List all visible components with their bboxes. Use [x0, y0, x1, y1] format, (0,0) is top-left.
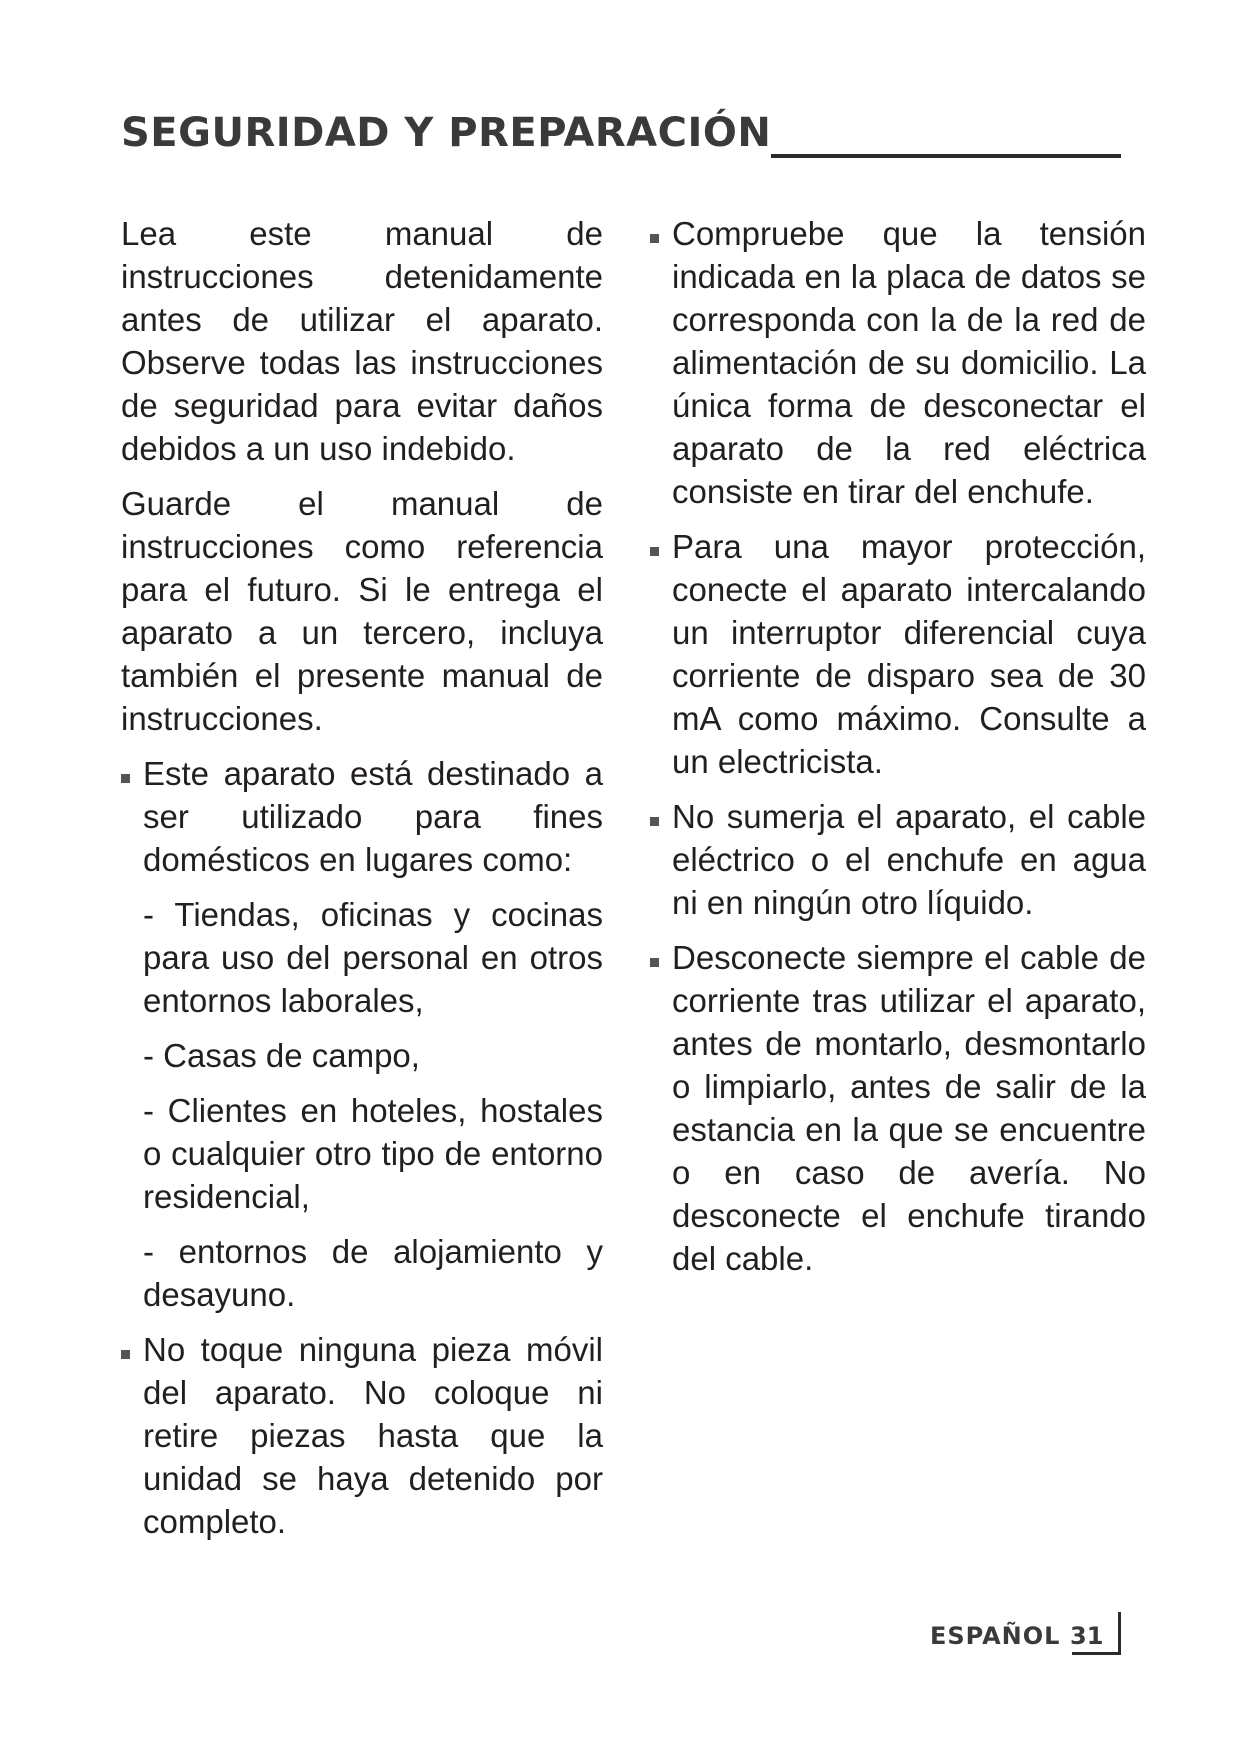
keep-manual-paragraph: Guarde el manual de instrucciones como referencia para el futuro. Si le entrega el aparato a un tercero, incluya también el presente manual de instrucciones. — [121, 485, 603, 737]
left-column — [121, 212, 603, 1555]
bullet-text: Desconecte siempre el cable de corriente tras utilizar el aparato, antes de montarlo, desmontarlo o limpiarlo, antes de salir de la estancia en la que se encuentre o en caso de avería. No desconecte el enchufe tirando del cable. — [672, 939, 1146, 1277]
bullet-item — [121, 752, 603, 881]
footer-bracket-vertical — [1118, 1612, 1121, 1654]
bullet-text: Para una mayor protección, conecte el aparato intercalando un interruptor diferencial cuya corriente de disparo sea de 30 mA como máximo. Consulte a un electricista. — [672, 528, 1146, 780]
page-number: 31 — [1070, 1622, 1104, 1650]
bullet-item — [650, 212, 1146, 513]
right-column — [650, 212, 1146, 1292]
sub-item: - Tiendas, oficinas y cocinas para uso del personal en otros entornos laborales, — [143, 896, 603, 1019]
square-bullet-icon — [121, 774, 130, 783]
header-rule — [771, 154, 1121, 158]
bullet-item — [650, 795, 1146, 924]
bullet-text: No sumerja el aparato, el cable eléctrico o el enchufe en agua ni en ningún otro líquido. — [672, 798, 1146, 921]
bullet-item — [121, 1328, 603, 1543]
intro-paragraph: Lea este manual de instrucciones detenidamente antes de utilizar el aparato. Observe todas las instrucciones de seguridad para evitar daños debidos a un uso indebido. — [121, 215, 603, 467]
bullet-text: Compruebe que la tensión indicada en la placa de datos se corresponda con la de la red de alimentación de su domicilio. La única forma de desconectar el aparato de la red eléctrica consiste en tirar del enchufe. — [672, 215, 1146, 510]
section-header — [121, 110, 1121, 170]
bullet-text: Este aparato está destinado a ser utilizado para fines domésticos en lugares como: — [143, 755, 603, 878]
square-bullet-icon — [650, 958, 659, 967]
footer-language: ESPAÑOL — [930, 1622, 1061, 1650]
square-bullet-icon — [650, 234, 659, 243]
bullet-text: No toque ninguna pieza móvil del aparato. No coloque ni retire piezas hasta que la unidad se haya detenido por completo. — [143, 1331, 603, 1540]
bullet-item — [650, 525, 1146, 783]
sub-item: - Clientes en hoteles, hostales o cualquier otro tipo de entorno residencial, — [143, 1092, 603, 1215]
sub-item: - entornos de alojamiento y desayuno. — [143, 1233, 603, 1313]
footer-bracket-horizontal — [1072, 1652, 1121, 1655]
square-bullet-icon — [121, 1350, 130, 1359]
sub-item: - Casas de campo, — [143, 1037, 420, 1074]
square-bullet-icon — [650, 547, 659, 556]
page-footer — [930, 1610, 1130, 1660]
page-title: SEGURIDAD Y PREPARACIÓN — [121, 110, 772, 156]
bullet-item — [650, 936, 1146, 1280]
square-bullet-icon — [650, 817, 659, 826]
